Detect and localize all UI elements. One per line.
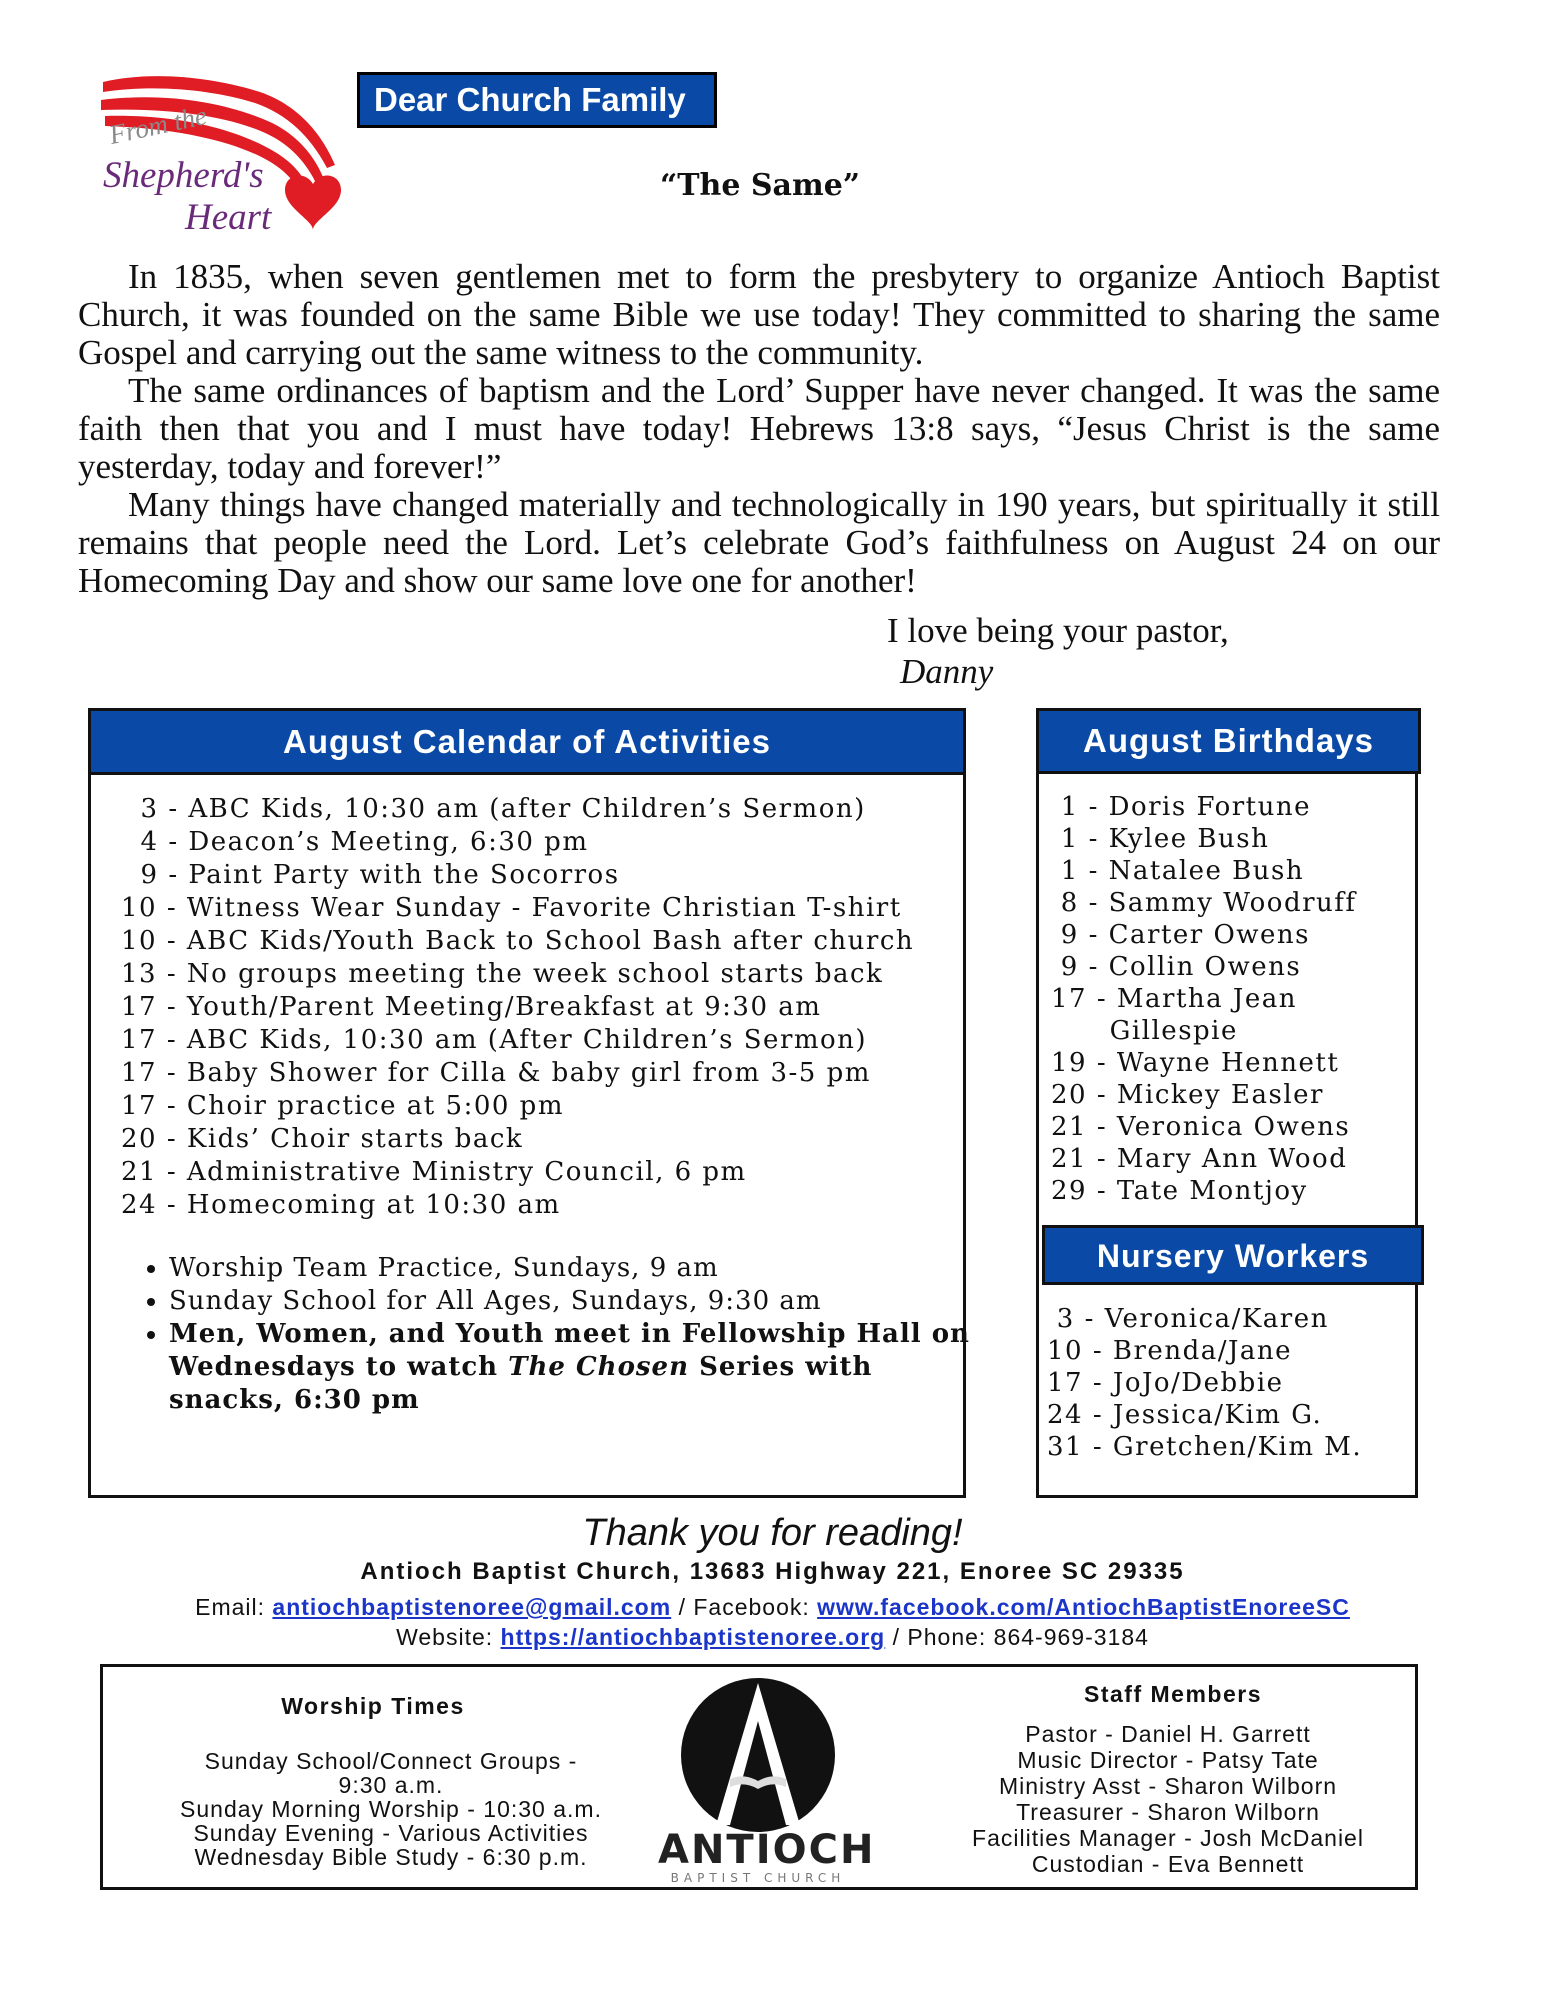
letter-paragraph: In 1835, when seven gentlemen met to form the presbytery to organize Antioch Baptist Church, it was founded on the same Bible we use today! They committed to sharing the same Gospel and carrying out the same witness to the community.: [78, 257, 1440, 372]
calendar-item: 21 - Administrative Ministry Council, 6 pm: [121, 1157, 747, 1187]
worship-time-line: Sunday School/Connect Groups -: [204, 1748, 578, 1774]
calendar-item: 4 - Deacon’s Meeting, 6:30 pm: [121, 827, 589, 857]
birthday-item: 17 - Martha Jean: [1051, 984, 1297, 1014]
birthday-item: 21 - Mary Ann Wood: [1051, 1144, 1348, 1174]
letter-paragraph: The same ordinances of baptism and the Lord’ Supper have never changed. It was the same faith then that you and I must have today! Hebrews 13:8 says, “Jesus Christ is the same yesterday, today and forever!”: [78, 371, 1440, 486]
heart-icon: [285, 175, 341, 230]
calendar-box: [88, 708, 970, 1498]
calendar-item: 20 - Kids’ Choir starts back: [121, 1124, 524, 1154]
birthday-item: 9 - Carter Owens: [1051, 920, 1311, 950]
calendar-item: 9 - Paint Party with the Socorros: [121, 860, 620, 890]
birthday-item: 1 - Doris Fortune: [1051, 792, 1311, 822]
staff-line: Ministry Asst - Sharon Wilborn: [998, 1773, 1338, 1799]
worship-times-title: Worship Times: [281, 1693, 465, 1719]
weekly-activities-list: [129, 1252, 989, 1417]
birthday-item: 29 - Tate Montjoy: [1051, 1176, 1308, 1206]
calendar-list: [121, 793, 951, 1222]
calendar-item: 13 - No groups meeting the week school starts back: [121, 959, 884, 989]
letter-closing: I love being your pastor,: [887, 611, 1229, 650]
staff-members-list: [933, 1721, 1403, 1877]
antioch-logo-subtitle: BAPTIST CHURCH: [670, 1871, 846, 1885]
calendar-item: 10 - Witness Wear Sunday - Favorite Christian T-shirt: [121, 893, 902, 923]
staff-members-title: Staff Members: [1084, 1681, 1262, 1707]
birthday-item: 21 - Veronica Owens: [1051, 1112, 1351, 1142]
nursery-list: [1047, 1303, 1407, 1463]
birthday-item: 9 - Collin Owens: [1051, 952, 1302, 982]
antioch-logo-name: ANTIOCH: [658, 1827, 876, 1873]
logo-shepherds-text: Shepherd's: [103, 155, 264, 196]
nursery-item: 3 - Veronica/Karen: [1047, 1304, 1329, 1334]
worship-time-line: Sunday Morning Worship - 10:30 a.m.: [180, 1796, 602, 1822]
church-address: Antioch Baptist Church, 13683 Highway 221, Enoree SC 29335: [360, 1558, 1185, 1585]
antioch-church-logo: [658, 1675, 876, 1885]
staff-line: Pastor - Daniel H. Garrett: [1025, 1721, 1311, 1747]
nursery-heading: Nursery Workers: [1042, 1225, 1424, 1285]
pastor-letter: [78, 258, 1440, 600]
birthday-item: 8 - Sammy Woodruff: [1051, 888, 1357, 918]
worship-time-line: Sunday Evening - Various Activities: [193, 1820, 589, 1846]
staff-line: Custodian - Eva Bennett: [1031, 1851, 1305, 1877]
calendar-item: 17 - Choir practice at 5:00 pm: [121, 1091, 564, 1121]
staff-line: Music Director - Patsy Tate: [1017, 1747, 1319, 1773]
email-link[interactable]: antiochbaptistenoree@gmail.com: [272, 1594, 672, 1620]
letter-paragraph: Many things have changed materially and technologically in 190 years, but spiritually it still remains that people need the Lord. Let’s celebrate God’s faithfulness on August 24 on our Homecoming Day and show our same love one for another!: [78, 485, 1440, 600]
nursery-item: 24 - Jessica/Kim G.: [1047, 1400, 1323, 1430]
calendar-heading: August Calendar of Activities: [91, 711, 963, 775]
website-link[interactable]: https://antiochbaptistenoree.org: [500, 1624, 886, 1650]
weekly-activity: • Worship Team Practice, Sundays, 9 am: [169, 1252, 989, 1285]
birthday-item: 1 - Natalee Bush: [1051, 856, 1305, 886]
calendar-item: 10 - ABC Kids/Youth Back to School Bash after church: [121, 926, 915, 956]
staff-line: Treasurer - Sharon Wilborn: [1016, 1799, 1320, 1825]
calendar-item: 17 - ABC Kids, 10:30 am (After Children’s Sermon): [121, 1025, 868, 1055]
contact-line-email-facebook: Email: antiochbaptistenoree@gmail.com / Facebook: www.facebook.com/AntiochBaptistEnoreeSC: [195, 1594, 1350, 1620]
shepherds-heart-logo: [95, 70, 345, 238]
info-box: [100, 1664, 1418, 1890]
logo-from-text: From the: [106, 100, 210, 151]
birthdays-box: [1036, 708, 1418, 1498]
thank-you-text: Thank you for reading!: [582, 1512, 963, 1554]
nursery-item: 31 - Gretchen/Kim M.: [1047, 1432, 1363, 1462]
nursery-item: 17 - JoJo/Debbie: [1047, 1368, 1284, 1398]
nursery-item: 10 - Brenda/Jane: [1047, 1336, 1293, 1366]
birthday-item: 1 - Kylee Bush: [1051, 824, 1270, 854]
birthdays-heading: August Birthdays: [1036, 708, 1421, 774]
calendar-item: 3 - ABC Kids, 10:30 am (after Children’s Sermon): [121, 794, 866, 824]
birthday-item: Gillespie: [1051, 1016, 1238, 1046]
calendar-item: 17 - Youth/Parent Meeting/Breakfast at 9:30 am: [121, 992, 822, 1022]
dear-church-family-banner: Dear Church Family: [357, 72, 717, 128]
facebook-link[interactable]: www.facebook.com/AntiochBaptistEnoreeSC: [817, 1594, 1350, 1620]
calendar-item: 24 - Homecoming at 10:30 am: [121, 1190, 561, 1220]
worship-time-line: 9:30 a.m.: [338, 1772, 444, 1798]
calendar-item: 17 - Baby Shower for Cilla & baby girl from 3-5 pm: [121, 1058, 871, 1088]
letter-signature: Danny: [900, 652, 994, 691]
birthday-item: 20 - Mickey Easler: [1051, 1080, 1324, 1110]
weekly-activity: • Sunday School for All Ages, Sundays, 9:30 am: [169, 1285, 989, 1318]
logo-heart-text: Heart: [185, 197, 272, 238]
weekly-activity: • Men, Women, and Youth meet in Fellowship Hall on Wednesdays to watch The Chosen Series with snacks, 6:30 pm: [169, 1318, 989, 1417]
staff-line: Facilities Manager - Josh McDaniel: [972, 1825, 1364, 1851]
birthday-item: 19 - Wayne Hennett: [1051, 1048, 1340, 1078]
contact-line-website-phone: Website: https://antiochbaptistenoree.org / Phone: 864-969-3184: [396, 1624, 1149, 1650]
letter-title: “The Same”: [659, 168, 861, 203]
worship-times-list: [121, 1749, 661, 1869]
birthdays-list: [1051, 791, 1411, 1207]
worship-time-line: Wednesday Bible Study - 6:30 p.m.: [194, 1844, 588, 1870]
